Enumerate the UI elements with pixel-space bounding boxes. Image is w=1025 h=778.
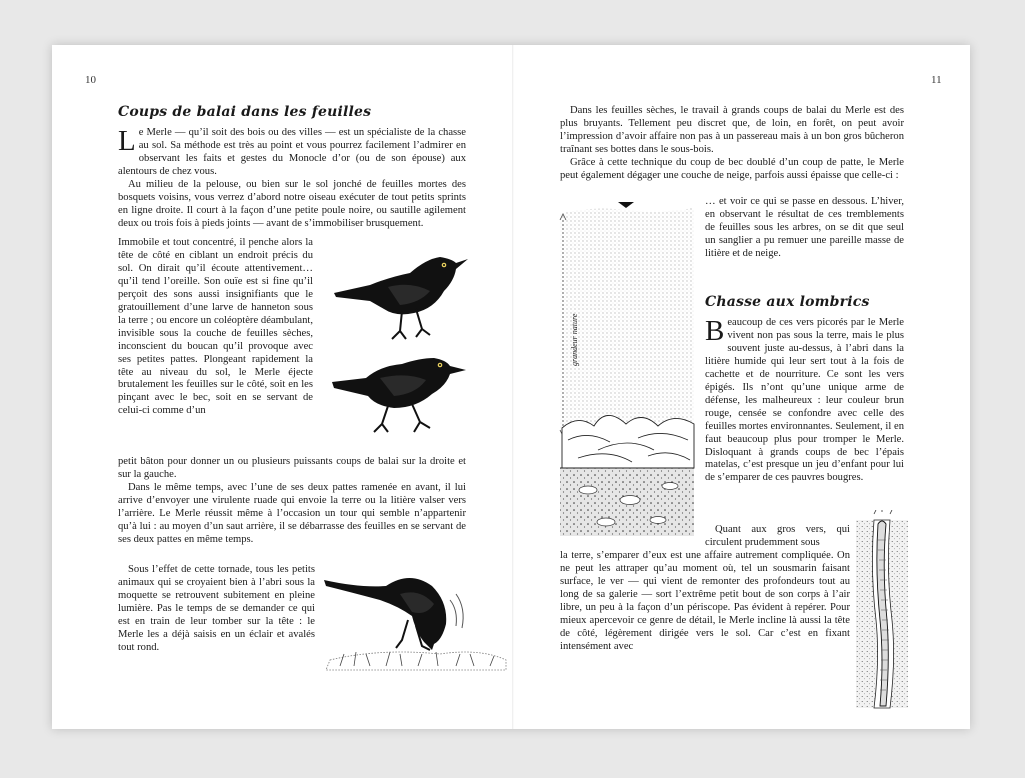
left-text-bottom [118, 564, 315, 655]
paragraph-intro [118, 127, 466, 179]
paragraph-epigeic-worms [705, 317, 904, 485]
paragraph-snow: Grâce à cette technique du coup de bec doublé d’un coup de patte, le Merle peut également dégager une couche de neige, parfois aussi épaisse que celle-ci : [560, 156, 904, 181]
paragraph-broom-end: petit bâton pour donner un ou plusieurs puissants coups de balai sur la droite et sur la gauche. [118, 456, 466, 480]
paragraph-boar: … et voir ce qui se passe en dessous. L’hiver, en observant le résultat de ces tremblements de feuilles sous les arbres, on se dit que seul un sanglier a pu remuer une pareille masse de litière et de neige. [705, 196, 904, 259]
right-text-worms [705, 317, 904, 485]
left-text-middle [118, 456, 466, 547]
book-gutter [512, 45, 514, 729]
page-number-right: 11 [931, 74, 942, 86]
blackbird-standing-illustration [330, 352, 470, 442]
paragraph-kick: Dans le même temps, avec l’une de ses deux pattes ramenée en avant, il lui arrive d’envoyer une virulente ruade qui envoie la terre ou la litière valser vers l’arrière. Le Merle réussit même à l’occasion un tour qui semble n’appartenir qu’à lui : au moyen d’un saut arrière, il se débarrasse des feuilles en se servant de ses deux pattes en même temps. [118, 481, 466, 545]
blackbird-pecking-illustration [320, 550, 510, 672]
section-heading-right: Chasse aux lombrics [705, 294, 870, 310]
right-text-snow-side [705, 196, 904, 261]
drop-cap-b: B [705, 315, 725, 347]
page-number-left: 10 [85, 74, 96, 86]
right-text-big-worms [560, 550, 850, 654]
snow-life-size-caption: grandeur nature [570, 313, 579, 366]
snow-cross-section-illustration [558, 200, 696, 540]
paragraph-big-worms-start: Quant aux gros vers, qui circulent prudemment sous [705, 524, 850, 548]
paragraph-lawn: Au milieu de la pelouse, ou bien sur le sol jonché de feuilles mortes des bosquets voisins, vous verrez d’abord notre oiseau exécuter de tout petits sprints en ligne droite. Il court à la façon d’une petite poule noire, ou sautille agilement deux ou trois fois à pieds joints — avant de s’immobiliser brusquement. [118, 178, 466, 229]
right-text-top [560, 105, 904, 183]
paragraph-epigeic-worms-text: eaucoup de ces vers picorés par le Merle vivent non pas sous la terre, mais le plus souvent juste au-dessus, à l’abri dans la litière humide qui leur sert tout à la fois de cachette et de nourriture. Ce sont les vers épigés. Ils n’ont qu’une unique arme de défense, les malheureux : leur couleur brun rouge, censée se confondre avec celle des feuilles mortes environnantes. Seulement, il en faut beaucoup plus pour tromper le Merle. Disloquant à grands coups de bec l’épais matelas, c’est presque un jeu d’enfant pour lui de s’emparer de ces pauvres bougres. [705, 317, 904, 484]
paragraph-noisy: Dans les feuilles sèches, le travail à grands coups de balai du Merle est des plus bruyants. Tellement peu discret que, de loin, en forêt, on peut avoir l’impression d’avoir affaire non pas à un passereau mais à un bon gros bûcheron traînant ses bottes dans le sous-bois. [560, 105, 904, 155]
paragraph-intro-text: e Merle — qu’il soit des bois ou des villes — est un spécialiste de la chasse au sol. Sa méthode est très au point et vous pourrez facilement l’admirer en observant les faits et gestes du Monocle d’or (ou de son épouse) aux alentours de chez vous. [118, 127, 466, 177]
left-text-top [118, 127, 466, 231]
paragraph-big-worms: la terre, s’emparer d’eux est une affaire autrement compliquée. On ne peut les attraper qu’au moment où, tel un sousmarin faisant surface, le ver — qui vient de remonter des profondeurs tout au long de sa galerie — sort l’extrême petit bout de son corps à l’air libre, un peu à la façon d’un périscope. Pas évident à repérer. Pour mieux apercevoir ce genre de détail, le Merle incline là aussi la tête de côté, légèrement dirigée vers le sol. Car c’est en fixant intensément avec [560, 550, 850, 652]
drop-cap-l: L [118, 125, 136, 157]
left-text-narrow [118, 237, 313, 418]
earthworm-burrow-illustration [856, 510, 908, 710]
paragraph-tornado: Sous l’effet de cette tornade, tous les petits animaux qui se croyaient bien à l’abri sous la moquette se retrouvent subitement en pleine lumière. Pas le temps de se demander ce qui est en train de leur tomber sur la tête : le Merle les a déjà saisis en un éclair et avalés tout rond. [118, 564, 315, 653]
section-heading-left: Coups de balai dans les feuilles [118, 104, 372, 120]
right-text-big-worms-start [705, 524, 850, 550]
paragraph-listening: Immobile et tout concentré, il penche alors la tête de côté en ciblant un endroit précis du sol. On dirait qu’il écoute attentivement… qu’il tend l’oreille. Son ouïe est si fine qu’il perçoit des sons aussi insignifiants que le gratouillement d’une larve de hanneton sous la terre ; ou encore un coléoptère déambulant, invisible sous la couche de feuilles sèches, inconscient du boucan qu’il provoque avec ses petites pattes. Plongeant rapidement la tête au niveau du sol, le Merle éjecte brutalement les feuilles sur le côté, soit en les pinçant avec le bec, soit en se servant de celui-ci comme d’un [118, 237, 313, 417]
blackbird-tilting-illustration [330, 247, 470, 347]
